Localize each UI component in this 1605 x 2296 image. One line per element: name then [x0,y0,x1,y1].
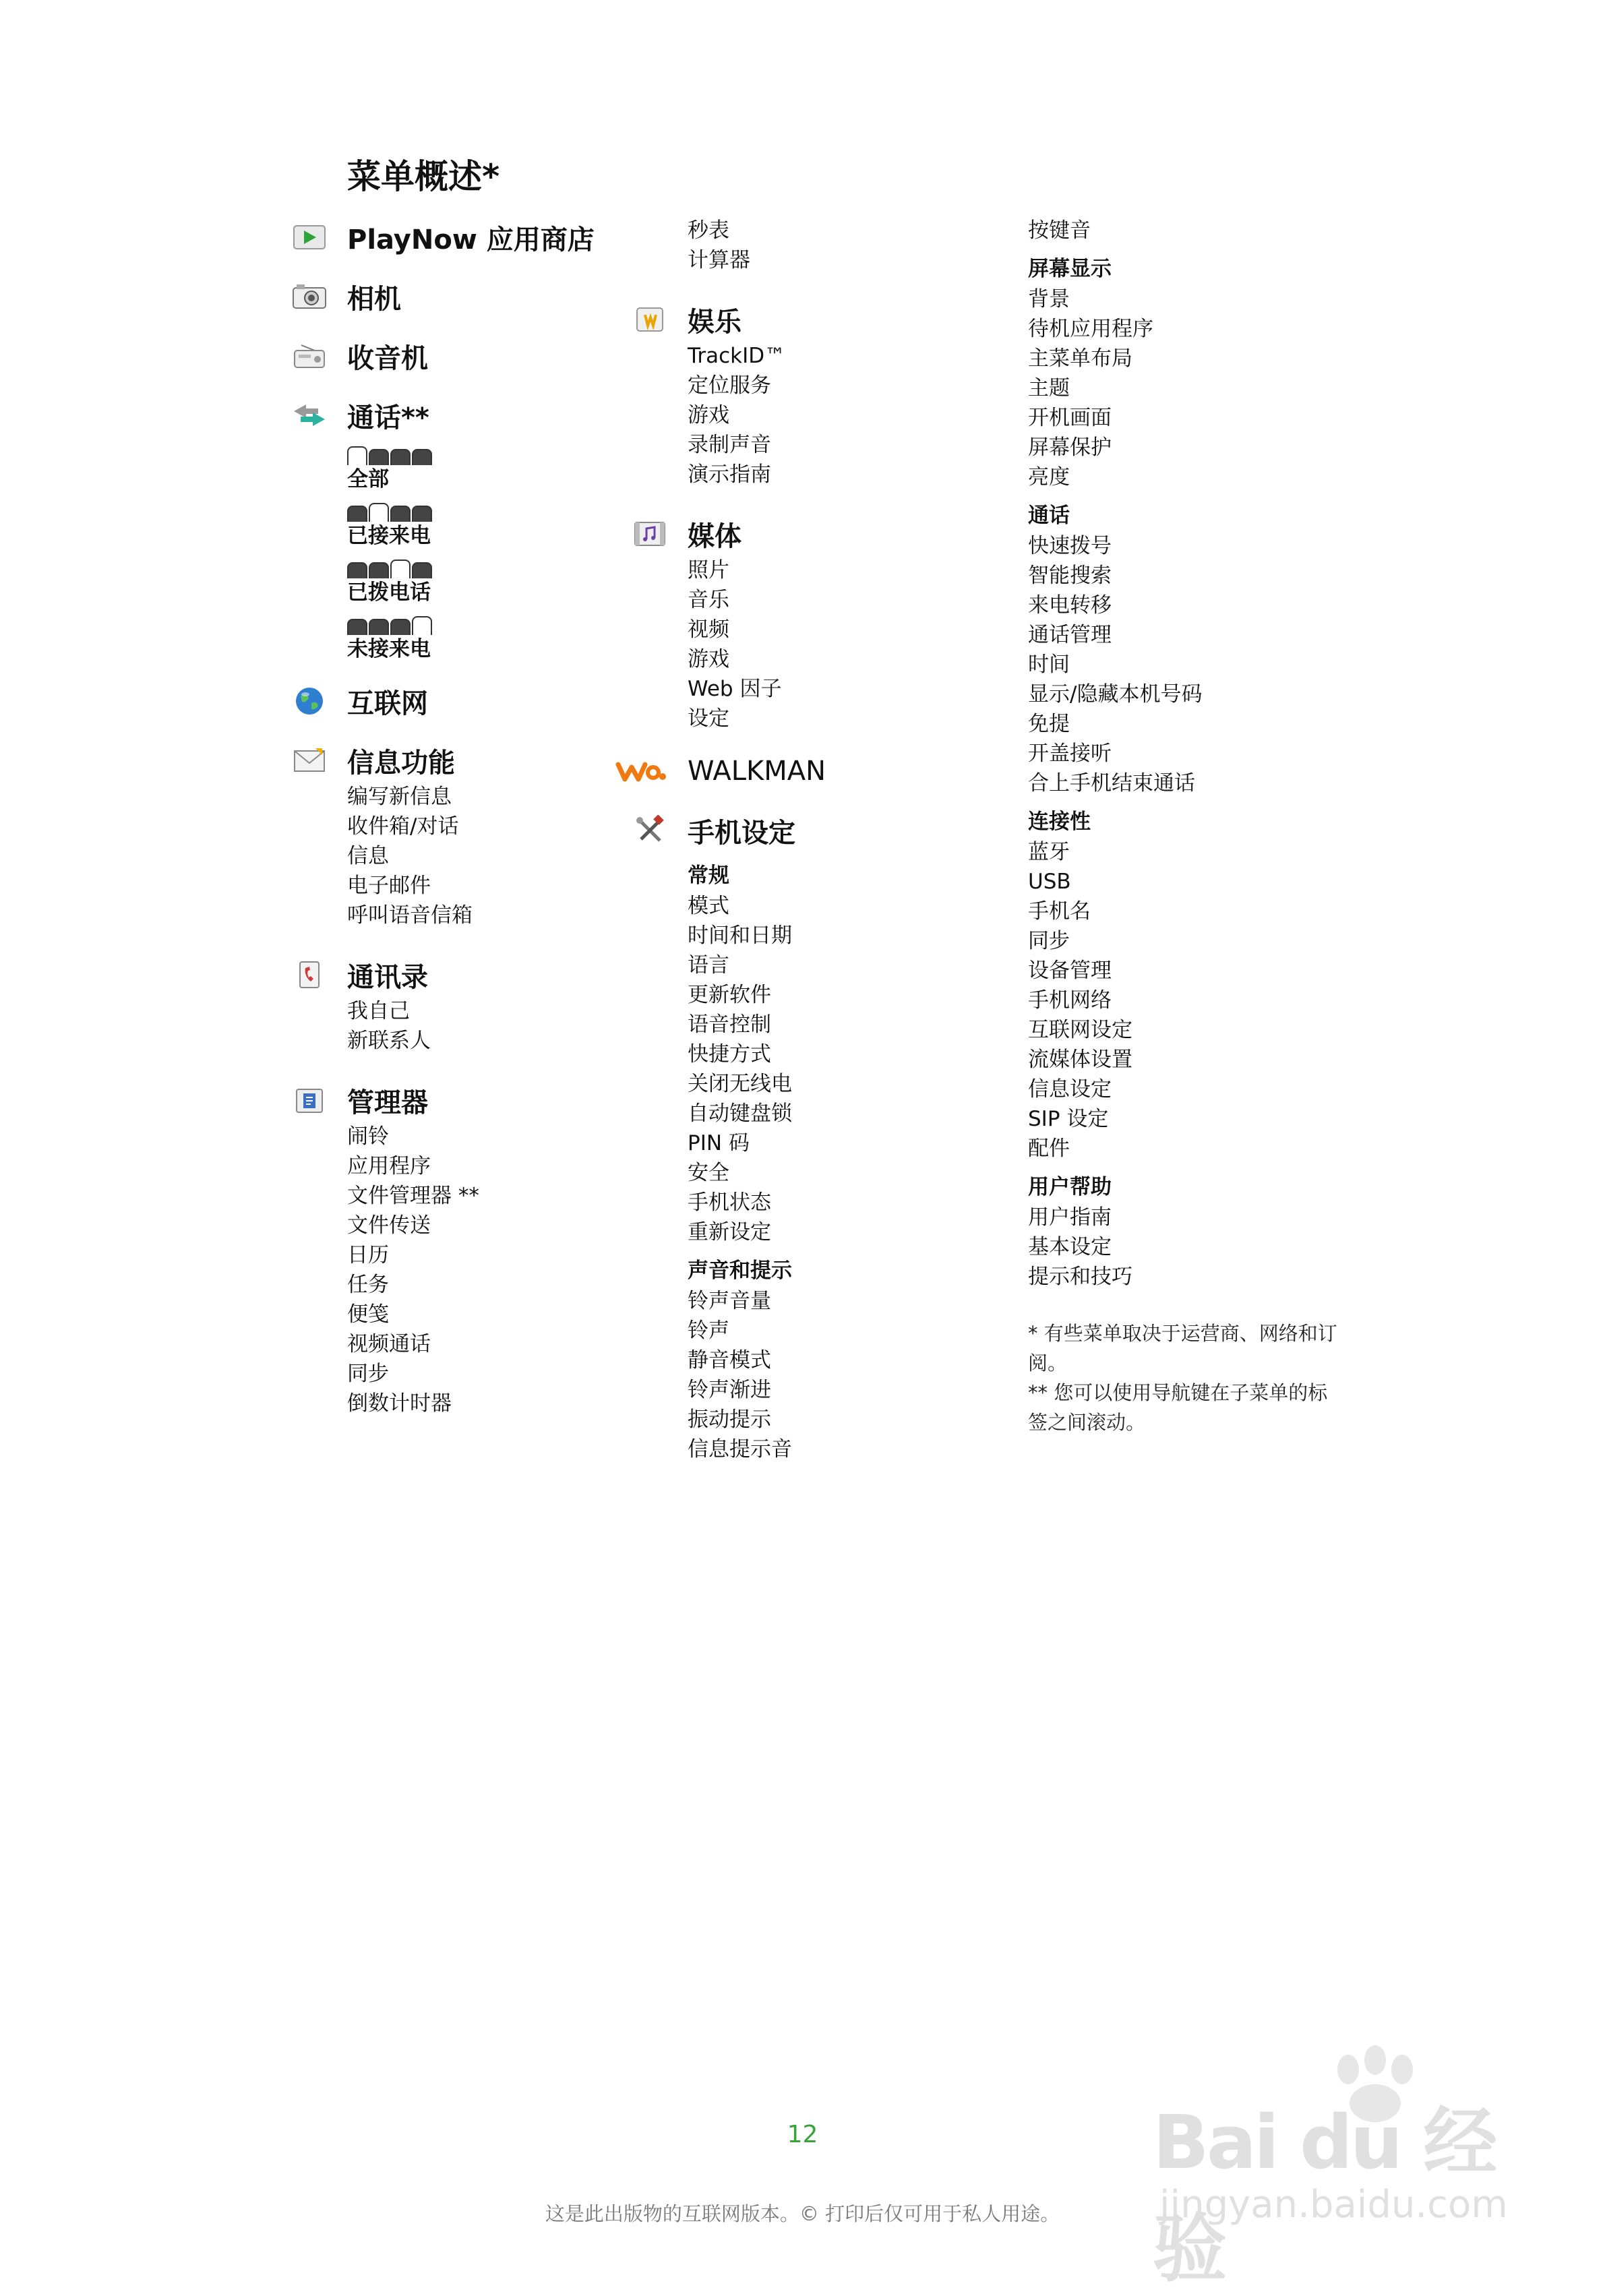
list-item[interactable]: 秒表 [688,218,729,243]
list-item[interactable]: 关闭无线电 [688,1072,792,1096]
section-title: 相机 [347,283,401,315]
section-title: WALKMAN [688,756,826,787]
list-item[interactable]: 来电转移 [1028,593,1112,617]
section-title: 媒体 [688,520,741,552]
list-item[interactable]: 静音模式 [688,1348,771,1372]
tab-all[interactable] [347,506,367,522]
subsection-heading: 用户帮助 [1028,1175,1112,1199]
tab-strip-answered [347,503,627,522]
list-item[interactable]: TrackID™ [688,344,786,368]
tab-dialed[interactable] [390,560,411,578]
list-item[interactable]: 重新设定 [688,1220,771,1244]
tab-missed[interactable] [412,562,432,578]
list-item[interactable]: 开机画面 [1028,406,1112,430]
display-items [1028,284,1405,492]
list-item[interactable]: 文件管理器 ** [347,1184,479,1208]
tab-strip-all [347,446,627,465]
list-item[interactable]: 游戏 [688,403,729,427]
list-item[interactable]: 应用程序 [347,1154,431,1178]
list-item[interactable]: PIN 码 [688,1131,750,1155]
tab-all[interactable] [347,446,367,465]
section-title: 收音机 [347,342,428,374]
continued-items [1028,216,1405,245]
list-item[interactable]: 提示和技巧 [1028,1265,1132,1289]
tools-icon [630,816,669,845]
list-item[interactable]: 收件箱/对话 [347,814,459,839]
list-item[interactable]: 流媒体设置 [1028,1048,1132,1072]
list-item[interactable]: 信息提示音 [688,1437,792,1461]
subsection-heading: 通话 [1028,504,1070,528]
entertainment-icon [630,305,669,334]
media-icon [630,519,669,549]
list-item[interactable]: 模式 [688,894,729,918]
section-walkman [630,750,981,793]
list-item[interactable]: 自动键盘锁 [688,1101,792,1126]
list-item[interactable]: 振动提示 [688,1408,771,1432]
tab-label-answered: 已接来电 [347,524,431,548]
list-item[interactable]: 闹铃 [347,1124,389,1149]
list-item[interactable]: 用户指南 [1028,1205,1112,1230]
section-title: 娱乐 [688,306,741,338]
list-item[interactable]: 铃声音量 [688,1289,771,1313]
tab-all[interactable] [347,562,367,578]
list-item[interactable]: 互联网设定 [1028,1018,1132,1042]
section-continued [630,216,981,275]
camera-icon [290,282,329,311]
list-item[interactable]: 便笺 [347,1302,389,1327]
list-item[interactable]: 手机网络 [1028,988,1112,1013]
connectivity-items [1028,837,1405,1164]
footnote: * 有些菜单取决于运营商、网络和订阅。 [1028,1322,1337,1374]
contacts-items [347,996,627,1056]
list-item[interactable]: 视频通话 [347,1332,431,1356]
list-item[interactable]: 按键音 [1028,218,1091,243]
list-item[interactable]: 设定 [688,706,729,731]
list-item[interactable]: 配件 [1028,1137,1070,1161]
menu-column-1 [290,216,627,1418]
tab-dialed[interactable] [390,449,411,465]
list-item[interactable]: SIP 设定 [1028,1107,1109,1131]
list-item[interactable]: 语音控制 [688,1013,771,1037]
subsection-heading: 连接性 [1028,810,1091,834]
section-media [630,512,981,733]
list-item[interactable]: 视频 [688,617,729,642]
tab-answered[interactable] [369,619,389,635]
list-item[interactable]: 待机应用程序 [1028,317,1153,341]
contacts-icon [290,960,329,990]
list-item[interactable]: 智能搜索 [1028,564,1112,588]
watermark-brand: Bai du 经验 [1153,2099,1495,2292]
list-item[interactable]: 手机名 [1028,899,1091,924]
general-items [688,891,981,1247]
subsection-heading: 常规 [688,864,729,888]
list-item[interactable]: 录制声音 [688,433,771,457]
section-title: PlayNow 应用商店 [347,224,595,255]
list-item[interactable]: 电子邮件 [347,874,431,898]
page-title: 菜单概述* [347,157,500,196]
section-messaging [290,739,627,930]
section-title: 通话** [347,402,429,433]
watermark-url: jingyan.baidu.com [1159,2183,1508,2227]
section-title: 信息功能 [347,747,455,779]
calls-icon [290,400,329,430]
list-item[interactable]: 倒数计时器 [347,1391,452,1416]
section-title: 通讯录 [347,961,428,993]
subsection-heading: 屏幕显示 [1028,257,1112,281]
tab-answered[interactable] [369,503,389,522]
tab-missed[interactable] [412,449,432,465]
tab-all[interactable] [347,619,367,635]
section-radio [290,334,627,377]
list-item[interactable]: 时间和日期 [688,924,792,948]
sounds-items [688,1286,981,1464]
list-item[interactable]: 快捷方式 [688,1042,771,1066]
continued-items [688,216,981,275]
tab-missed[interactable] [412,616,432,635]
list-item[interactable]: USB [1028,870,1071,894]
media-items [688,555,981,733]
envelope-icon [290,746,329,775]
list-item[interactable]: 通话管理 [1028,623,1112,647]
list-item[interactable]: 日历 [347,1243,389,1267]
tab-label-missed: 未接来电 [347,637,431,661]
list-item[interactable]: 设备管理 [1028,959,1112,983]
tab-dialed[interactable] [390,506,411,522]
list-item[interactable]: 开盖接听 [1028,742,1112,766]
list-item[interactable]: 游戏 [688,647,729,671]
globe-icon [290,686,329,716]
list-item[interactable]: 新联系人 [347,1029,431,1053]
list-item[interactable]: 定位服务 [688,373,771,398]
subsection-heading: 声音和提示 [688,1259,792,1283]
list-item[interactable]: 文件传送 [347,1213,431,1238]
list-item[interactable]: 免提 [1028,712,1070,736]
call-settings-items [1028,531,1405,798]
watermark [1139,2043,1517,2292]
list-item[interactable]: 更新软件 [688,983,771,1007]
organizer-icon [290,1085,329,1115]
menu-column-2 [630,216,981,1464]
list-item[interactable]: 快速拨号 [1028,534,1112,558]
section-camera [290,275,627,318]
section-internet [290,679,627,723]
walkman-icon [615,756,668,786]
tab-strip-dialed [347,560,627,578]
section-playnow [290,216,627,259]
list-item[interactable]: 合上手机结束通话 [1028,771,1195,795]
list-item[interactable]: 呼叫语音信箱 [347,903,473,928]
list-item[interactable]: 计算器 [688,248,750,272]
list-item[interactable]: 亮度 [1028,465,1070,489]
list-item[interactable]: 显示/隐藏本机号码 [1028,682,1203,706]
list-item[interactable]: Web 因子 [688,677,782,701]
tab-answered[interactable] [369,562,389,578]
section-contacts [290,953,627,1056]
list-item[interactable]: 信息 [347,844,389,868]
tab-missed[interactable] [412,506,432,522]
section-title: 手机设定 [688,817,795,849]
section-title: 互联网 [347,688,428,719]
radio-icon [290,341,329,371]
list-item[interactable]: 演示指南 [688,462,771,487]
list-item[interactable]: 基本设定 [1028,1235,1112,1259]
list-item[interactable]: 主题 [1028,376,1070,400]
section-entertainment [630,298,981,489]
list-item[interactable]: 同步 [347,1362,389,1386]
tab-dialed[interactable] [390,619,411,635]
entertainment-items [688,341,981,489]
list-item[interactable]: 屏幕保护 [1028,435,1112,460]
help-items [1028,1203,1405,1292]
section-calls [290,394,627,663]
tab-label-dialed: 已拨电话 [347,580,431,605]
section-title: 管理器 [347,1087,428,1118]
section-settings [630,809,981,1464]
footnote: ** 您可以使用导航键在子菜单的标签之间滚动。 [1028,1381,1328,1434]
list-item[interactable]: 同步 [1028,929,1070,953]
list-item[interactable]: 手机状态 [688,1190,771,1215]
list-item[interactable]: 铃声 [688,1319,729,1343]
tab-answered[interactable] [369,449,389,465]
list-item[interactable]: 任务 [347,1273,389,1297]
playnow-icon [290,222,329,252]
tab-label-all: 全部 [347,467,389,491]
list-item[interactable]: 安全 [688,1161,729,1185]
list-item[interactable]: 我自己 [347,999,410,1023]
list-item[interactable]: 语言 [688,953,729,977]
list-item[interactable]: 背景 [1028,287,1070,311]
list-item[interactable]: 蓝牙 [1028,840,1070,864]
footnotes [1028,1319,1345,1437]
menu-column-3 [1028,216,1405,1437]
organizer-items [347,1122,627,1418]
list-item[interactable]: 音乐 [688,588,729,612]
list-item[interactable]: 主菜单布局 [1028,346,1132,371]
tab-strip-missed [347,616,627,635]
page-number: 12 [787,2121,818,2148]
footer-note: 这是此出版物的互联网版本。© 打印后仅可用于私人用途。 [545,2202,1060,2225]
list-item[interactable]: 编写新信息 [347,785,452,809]
list-item[interactable]: 信息设定 [1028,1077,1112,1101]
list-item[interactable]: 照片 [688,558,729,582]
list-item[interactable]: 时间 [1028,653,1070,677]
messaging-items [347,782,627,930]
section-organizer [290,1079,627,1418]
list-item[interactable]: 铃声渐进 [688,1378,771,1402]
